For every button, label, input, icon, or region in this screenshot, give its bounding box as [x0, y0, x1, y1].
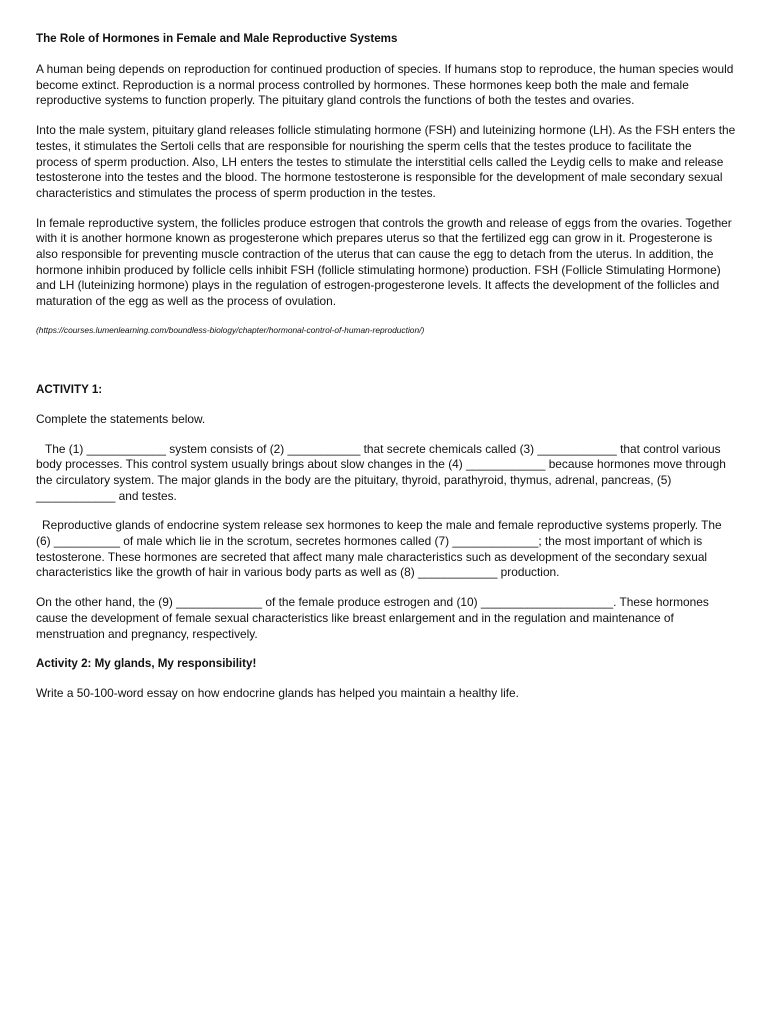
activity1-paragraph-3: On the other hand, the (9) _____________ of the female produce estrogen and (10) ____________________. These hormones cause the development of female sexual characteristics like breast enlargement and in the regulation and maintenance of menstruation and pregnancy, respectively. — [36, 595, 709, 641]
activity2-heading: Activity 2: My glands, My responsibility! — [36, 657, 257, 671]
document-title: The Role of Hormones in Female and Male Reproductive Systems — [36, 32, 398, 45]
activity1-heading: ACTIVITY 1: — [36, 382, 103, 396]
intro-paragraph-2: Into the male system, pituitary gland releases follicle stimulating hormone (FSH) and luteinizing hormone (LH). As the FSH enters the testes, it stimulates the Sertoli cells that are responsible for nourishing the sperm cells that the testes produce to facilitate the process of sperm production. Also, LH enters the testes to stimulate the interstitial cells called the Leydig cells to make and release testosterone into the testes and the blood. The hormone testosterone is responsible for the development of male secondary sexual characteristics and stimulates the process of sperm production in the testes. — [36, 123, 736, 200]
source-citation: (https://courses.lumenlearning.com/boundless-biology/chapter/hormonal-control-of-human-reproduction/) — [36, 324, 425, 335]
intro-paragraph-3: In female reproductive system, the follicles produce estrogen that controls the growth and release of eggs from the ovaries. Together with it is another hormone known as progesterone which prepares uterus so that the fertilized egg can grow in it. Progesterone is also responsible for preventing muscle contraction of the uterus that can cause the egg to detach from the uterus. In addition, the hormone inhibin produced by follicle cells inhibit FSH (follicle stimulating hormone) production. FSH (Follicle Stimulating Hormone) and LH (luteinizing hormone) plays in the regulation of estrogen-progesterone levels. It affects the development of the follicles and maturation of the egg as well as the process of ovulation. — [36, 215, 732, 309]
activity1-paragraph-2: Reproductive glands of endocrine system release sex hormones to keep the male and female reproductive systems properly. The (6) __________ of male which lie in the scrotum, secretes hormones called (7) _____________; the most important of which is testosterone. These hormones are secreted that affect many male characteristics such as development of the secondary sexual characteristics like the growth of hair in various body parts as well as (8) ____________ production. — [36, 518, 722, 580]
intro-paragraph-1: A human being depends on reproduction for continued production of species. If humans stop to reproduce, the human species would become extinct. Reproduction is a normal process controlled by hormones. These hormones keep both the male and female reproductive systems to function properly. The pituitary gland controls the functions of both the testes and ovaries. — [36, 62, 734, 108]
activity1-paragraph-1: The (1) ____________ system consists of (2) ___________ that secrete chemicals called (3) ____________ that control various body processes. This control system usually brings about slow changes in the (4) ____________ because hormones move through the circulatory system. The major glands in the body are the pituitary, thyroid, parathyroid, thymus, adrenal, pancreas, (5) ____________ and testes. — [36, 441, 726, 503]
activity2-instruction: Write a 50-100-word essay on how endocrine glands has helped you maintain a healthy life. — [36, 686, 519, 701]
activity1-instruction: Complete the statements below. — [36, 411, 206, 426]
document-page — [36, 31, 736, 716]
